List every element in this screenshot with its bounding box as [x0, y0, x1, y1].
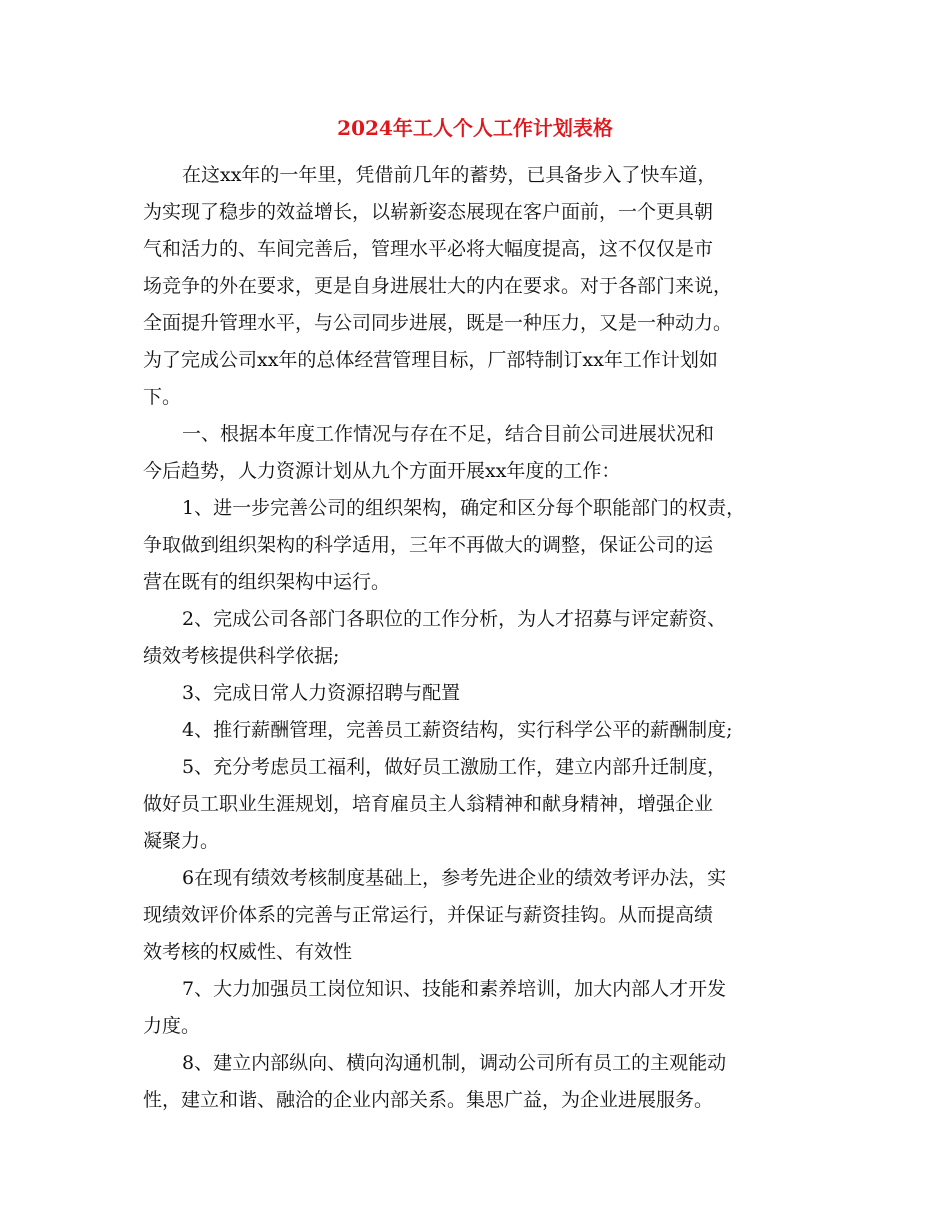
text-line: 1、进一步完善公司的组织架构，确定和区分每个职能部门的权责， [182, 497, 746, 519]
text-line: 今后趋势，人力资源计划从九个方面开展xx年度的工作： [143, 460, 621, 482]
list-item [143, 712, 813, 749]
list-item [143, 860, 813, 971]
text-line: 争取做到组织架构的科学适用，三年不再做大的调整，保证公司的运 [143, 534, 714, 556]
list-item [143, 675, 813, 712]
text-line: 气和活力的、车间完善后，管理水平必将大幅度提高，这不仅仅是市 [143, 238, 714, 260]
text-line: 场竞争的外在要求，更是自身进展壮大的内在要求。对于各部门来说， [143, 275, 733, 297]
page-title: 2024年工人个人工作计划表格 [337, 116, 613, 140]
text-line: 为实现了稳步的效益增长，以崭新姿态展现在客户面前，一个更具朝 [143, 201, 714, 223]
text-line: 力度。 [143, 1015, 201, 1037]
text-line: 全面提升管理水平，与公司同步进展，既是一种压力，又是一种动力。 [143, 312, 733, 334]
text-line: 8、建立内部纵向、横向沟通机制，调动公司所有员工的主观能动 [182, 1052, 727, 1074]
paragraph-intro [143, 157, 813, 416]
list-item [143, 601, 813, 675]
text-line: 6在现有绩效考核制度基础上，参考先进企业的绩效考评办法，实 [182, 867, 727, 889]
text-line: 为了完成公司xx年的总体经营管理目标，厂部特制订xx年工作计划如 [143, 349, 718, 371]
text-line: 一、根据本年度工作情况与存在不足，结合目前公司进展状况和 [182, 423, 715, 445]
text-line: 4、推行薪酬管理，完善员工薪资结构，实行科学公平的薪酬制度; [182, 719, 733, 741]
text-line: 3、完成日常人力资源招聘与配置 [182, 682, 461, 704]
text-line: 5、充分考虑员工福利，做好员工激励工作，建立内部升迁制度， [182, 756, 727, 778]
list-item [143, 1045, 813, 1119]
text-line: 2、完成公司各部门各职位的工作分析，为人才招募与评定薪资、 [182, 608, 727, 630]
text-line: 绩效考核提供科学依据; [143, 645, 340, 667]
document-body [143, 157, 813, 1119]
text-line: 营在既有的组织架构中运行。 [143, 571, 391, 593]
list-item [143, 971, 813, 1045]
text-line: 效考核的权威性、有效性 [143, 941, 353, 963]
list-item [143, 749, 813, 860]
text-line: 做好员工职业生涯规划，培育雇员主人翁精神和献身精神，增强企业 [143, 793, 714, 815]
list-item [143, 490, 813, 601]
paragraph-section-one [143, 416, 813, 490]
text-line: 下。 [143, 386, 182, 408]
text-line: 在这xx年的一年里，凭借前几年的蓄势，已具备步入了快车道， [182, 164, 717, 186]
text-line: 7、大力加强员工岗位知识、技能和素养培训，加大内部人才开发 [182, 978, 727, 1000]
text-line: 性，建立和谐、融洽的企业内部关系。集思广益，为企业进展服务。 [143, 1089, 714, 1111]
text-line: 凝聚力。 [143, 830, 220, 852]
text-line: 现绩效评价体系的完善与正常运行，并保证与薪资挂钩。从而提高绩 [143, 904, 714, 926]
